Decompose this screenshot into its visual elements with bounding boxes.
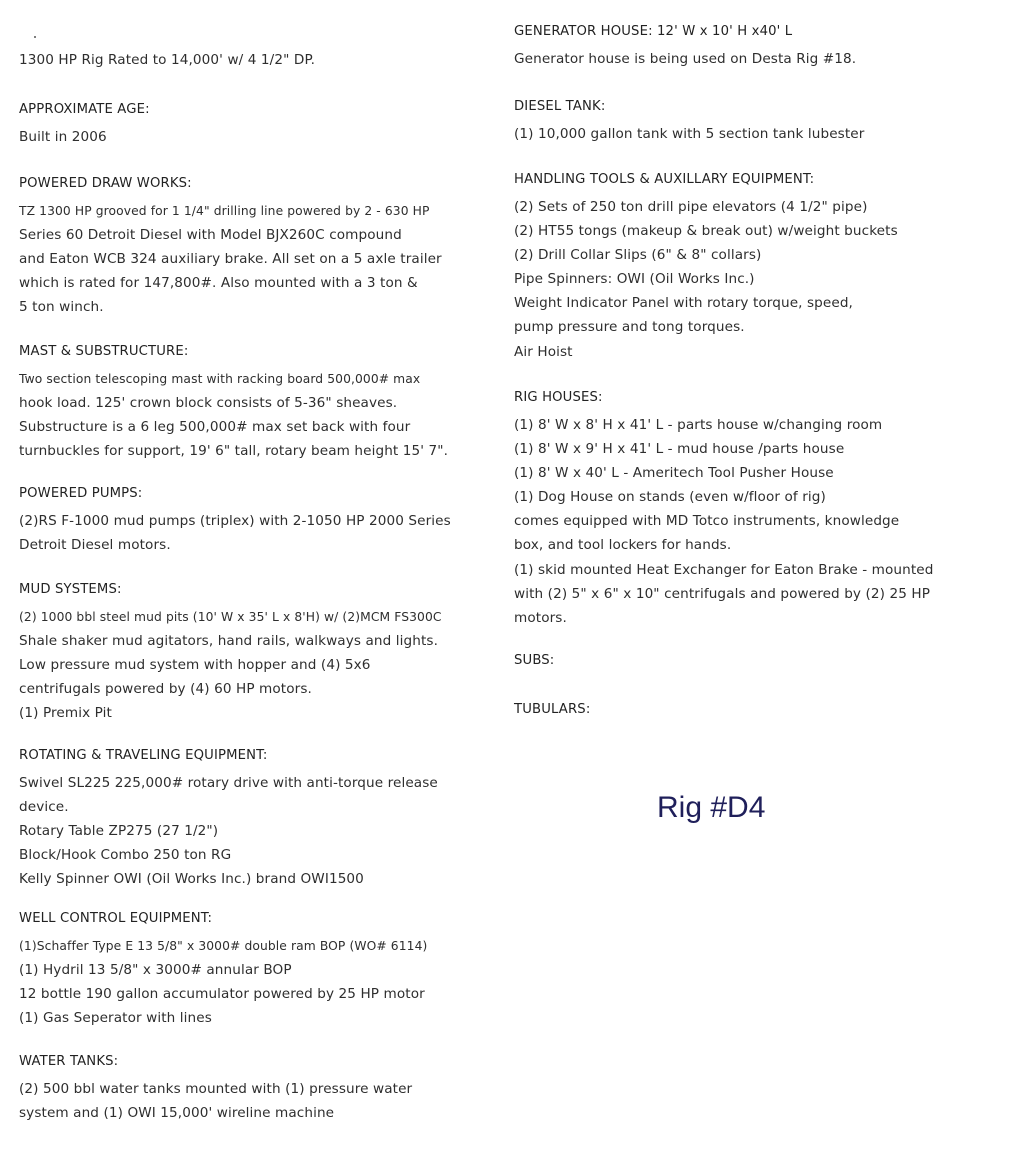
- section-line: (2) HT55 tongs (makeup & break out) w/weight buckets: [514, 223, 898, 240]
- section-heading: POWERED PUMPS:: [19, 486, 143, 501]
- section-heading: TUBULARS:: [514, 702, 591, 717]
- section-line: which is rated for 147,800#. Also mounted with a 3 ton &: [19, 275, 418, 292]
- section-line: Shale shaker mud agitators, hand rails, walkways and lights.: [19, 633, 439, 650]
- section-heading: POWERED DRAW WORKS:: [19, 176, 192, 191]
- section-heading: MAST & SUBSTRUCTURE:: [19, 344, 189, 359]
- section-line: centrifugals powered by (4) 60 HP motors.: [19, 681, 312, 698]
- section-line: box, and tool lockers for hands.: [514, 537, 732, 554]
- section-rotating-traveling: [19, 746, 489, 891]
- section-heading: WATER TANKS:: [19, 1054, 119, 1069]
- section-line: (1) Dog House on stands (even w/floor of rig): [514, 489, 826, 506]
- section-line: (1) 10,000 gallon tank with 5 section tank lubester: [514, 126, 865, 142]
- section-heading: ROTATING & TRAVELING EQUIPMENT:: [19, 748, 268, 763]
- section-line: comes equipped with MD Totco instruments, knowledge: [514, 513, 900, 530]
- section-heading: RIG HOUSES:: [514, 390, 603, 405]
- rig-label: Rig #D4: [657, 791, 766, 824]
- section-line: (1) 8' W x 9' H x 41' L - mud house /parts house: [514, 441, 845, 458]
- section-handling-tools: [514, 170, 984, 364]
- section-line: Series 60 Detroit Diesel with Model BJX260C compound: [19, 227, 402, 244]
- section-line: device.: [19, 799, 69, 816]
- section-generator-house: [514, 22, 984, 71]
- section-line: hook load. 125' crown block consists of 5-36" sheaves.: [19, 395, 398, 412]
- section-line: system and (1) OWI 15,000' wireline machine: [19, 1105, 335, 1122]
- section-line: Swivel SL225 225,000# rotary drive with anti-torque release: [19, 775, 438, 791]
- section-mud-systems: [19, 580, 489, 725]
- section-line: and Eaton WCB 324 auxiliary brake. All set on a 5 axle trailer: [19, 251, 442, 268]
- section-line: Block/Hook Combo 250 ton RG: [19, 847, 232, 864]
- section-line: TZ 1300 HP grooved for 1 1/4" drilling line powered by 2 - 630 HP: [19, 204, 430, 218]
- section-subs: [514, 651, 984, 676]
- section-heading: HANDLING TOOLS & AUXILLARY EQUIPMENT:: [514, 172, 815, 187]
- section-line: Substructure is a 6 leg 500,000# max set back with four: [19, 419, 411, 436]
- intro-line: 1300 HP Rig Rated to 14,000' w/ 4 1/2" DP.: [19, 52, 316, 68]
- section-diesel-tank: [514, 97, 984, 146]
- section-line: (1)Schaffer Type E 13 5/8" x 3000# double ram BOP (WO# 6114): [19, 939, 428, 953]
- section-line: Built in 2006: [19, 129, 107, 145]
- section-line: 5 ton winch.: [19, 299, 104, 316]
- section-line: Rotary Table ZP275 (27 1/2"): [19, 823, 219, 840]
- section-line: Weight Indicator Panel with rotary torque, speed,: [514, 295, 853, 312]
- section-line: (1) 8' W x 40' L - Ameritech Tool Pusher House: [514, 465, 834, 482]
- section-line: pump pressure and tong torques.: [514, 319, 745, 336]
- section-line: (1) Premix Pit: [19, 705, 112, 722]
- section-mast-substructure: [19, 342, 489, 463]
- section-powered-pumps: [19, 484, 489, 557]
- section-line: motors.: [514, 609, 567, 626]
- section-heading: APPROXIMATE AGE:: [19, 102, 150, 117]
- section-line: 12 bottle 190 gallon accumulator powered by 25 HP motor: [19, 986, 425, 1003]
- section-water-tanks: [19, 1052, 489, 1125]
- section-line: (2) 1000 bbl steel mud pits (10' W x 35' L x 8'H) w/ (2)MCM FS300C: [19, 610, 442, 624]
- section-line: (2) Sets of 250 ton drill pipe elevators (4 1/2" pipe): [514, 199, 868, 215]
- section-line: Air Hoist: [514, 343, 573, 360]
- section-line: Kelly Spinner OWI (Oil Works Inc.) brand OWI1500: [19, 871, 364, 888]
- section-line: (1) skid mounted Heat Exchanger for Eaton Brake - mounted: [514, 561, 934, 578]
- stray-dot: [34, 36, 36, 38]
- section-heading: MUD SYSTEMS:: [19, 582, 122, 597]
- section-line: (1) Hydril 13 5/8" x 3000# annular BOP: [19, 962, 292, 979]
- section-well-control: [19, 909, 489, 1030]
- section-line: Pipe Spinners: OWI (Oil Works Inc.): [514, 271, 755, 288]
- section-approximate-age: [19, 100, 489, 149]
- section-rig-houses: [514, 388, 984, 630]
- section-line: (2) 500 bbl water tanks mounted with (1) pressure water: [19, 1081, 413, 1097]
- section-line: (1) Gas Seperator with lines: [19, 1010, 212, 1027]
- section-line: with (2) 5" x 6" x 10" centrifugals and powered by (2) 25 HP: [514, 585, 931, 602]
- section-line: Generator house is being used on Desta Rig #18.: [514, 51, 857, 67]
- section-heading: SUBS:: [514, 653, 555, 668]
- section-line: (2) Drill Collar Slips (6" & 8" collars): [514, 247, 762, 264]
- section-heading: DIESEL TANK:: [514, 99, 606, 114]
- section-line: turnbuckles for support, 19' 6" tall, rotary beam height 15' 7".: [19, 443, 449, 460]
- section-line: Two section telescoping mast with racking board 500,000# max: [19, 372, 421, 386]
- section-line: Low pressure mud system with hopper and (4) 5x6: [19, 657, 371, 674]
- intro-section: [19, 48, 489, 72]
- section-line: (1) 8' W x 8' H x 41' L - parts house w/changing room: [514, 417, 883, 433]
- section-powered-draw-works: [19, 174, 489, 319]
- section-line: Detroit Diesel motors.: [19, 537, 171, 554]
- section-heading: GENERATOR HOUSE: 12' W x 10' H x40' L: [514, 24, 793, 39]
- section-tubulars: [514, 700, 984, 725]
- section-line: (2)RS F-1000 mud pumps (triplex) with 2-1050 HP 2000 Series: [19, 513, 451, 529]
- section-heading: WELL CONTROL EQUIPMENT:: [19, 911, 213, 926]
